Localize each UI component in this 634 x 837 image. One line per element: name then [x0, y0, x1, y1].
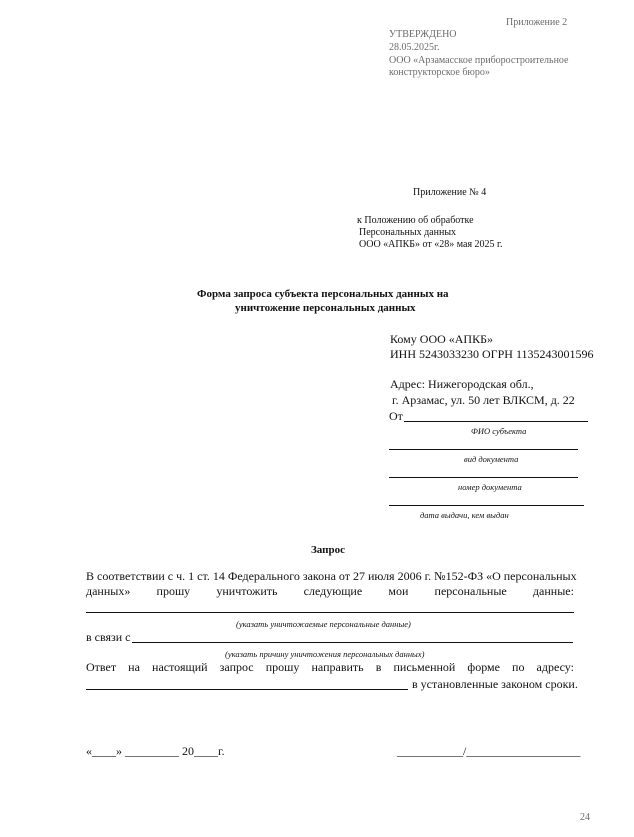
word: на [128, 660, 140, 674]
appendix-ref-line2: Персональных данных [359, 227, 457, 238]
addressee-address-line2: г. Арзамас, ул. 50 лет ВЛКСМ, д. 22 [392, 393, 575, 407]
word: Ответ [86, 660, 117, 674]
word: направить [311, 660, 364, 674]
data-field-line[interactable] [86, 612, 574, 613]
addressee-to: Кому ООО «АПКБ» [390, 332, 493, 346]
from-label: От [389, 409, 403, 423]
hint-issue: дата выдачи, кем выдан [420, 510, 509, 520]
form-title-line2: уничтожение персональных данных [235, 302, 416, 314]
word: настоящий [152, 660, 208, 674]
word: уничтожить [216, 584, 278, 598]
word: прошу [265, 660, 300, 674]
approved-label: УТВЕРЖДЕНО [389, 29, 457, 40]
hint-fio: ФИО субъекта [471, 426, 527, 436]
hint-reason: (указать причину уничтожения персональных данных) [225, 649, 425, 659]
word: данные: [532, 584, 574, 598]
due-to-label: в связи с [86, 630, 131, 644]
approved-date: 28.05.2025г. [389, 42, 440, 53]
addressee-ids: ИНН 5243033230 ОГРН 1135243001596 [390, 347, 594, 361]
hint-data: (указать уничтожаемые персональные данные) [236, 619, 411, 629]
sign-signature-field[interactable]: ___________/___________________ [397, 744, 581, 758]
hint-doc-type: вид документа [464, 454, 519, 464]
deadline-text: в установленные законом сроки. [412, 677, 578, 691]
reason-field-line[interactable] [132, 642, 573, 643]
request-heading: Запрос [311, 544, 345, 556]
word: следующие [303, 584, 363, 598]
address-field-line[interactable] [86, 689, 408, 690]
page-number: 24 [580, 812, 590, 823]
word: прошу [156, 584, 191, 598]
addressee-address-line1: Адрес: Нижегородская обл., [390, 377, 534, 391]
word: адресу: [536, 660, 574, 674]
form-title-line1: Форма запроса субъекта персональных данных на [197, 288, 449, 300]
date-signature-field[interactable]: «____» _________ 20____г. [86, 744, 225, 758]
fio-field-line[interactable] [404, 421, 588, 422]
org-name-line1: ООО «Арзамасское приборостроительное [389, 55, 569, 66]
word: по [512, 660, 525, 674]
word: данных» [86, 584, 131, 598]
hint-doc-number: номер документа [458, 482, 522, 492]
appendix-ref-line3: ООО «АПКБ» от «28» мая 2025 г. [359, 239, 503, 250]
appendix-2-label: Приложение 2 [506, 17, 568, 28]
org-name-line2: конструкторское бюро» [389, 67, 490, 78]
word: в [375, 660, 382, 674]
request-para2-line1 [86, 660, 574, 675]
doc-number-field-line[interactable] [389, 477, 578, 478]
word: мои [388, 584, 409, 598]
appendix-ref-line1: к Положению об обработке [357, 215, 474, 226]
issue-field-line[interactable] [389, 505, 584, 506]
word: персональные [434, 584, 507, 598]
request-para1-line2 [86, 584, 574, 599]
word: запрос [219, 660, 254, 674]
request-para1-line1: В соответствии с ч. 1 ст. 14 Федерального закона от 27 июля 2006 г. №152-ФЗ «О персональных [86, 569, 577, 583]
word: форме [467, 660, 500, 674]
word: письменной [393, 660, 456, 674]
appendix-4-title: Приложение № 4 [413, 187, 487, 198]
doc-type-field-line[interactable] [389, 449, 578, 450]
